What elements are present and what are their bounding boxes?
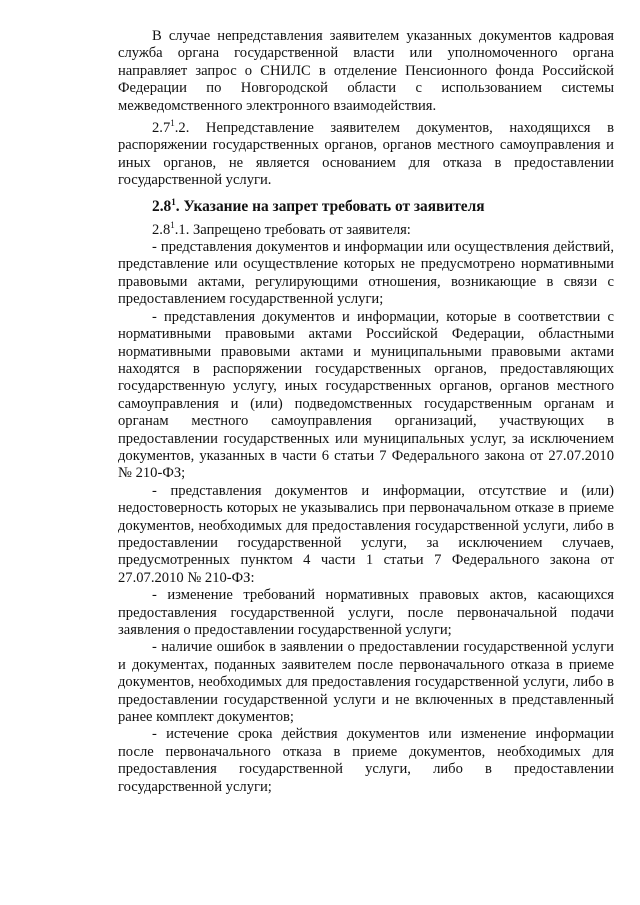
heading-number: 2.8 (152, 197, 172, 215)
list-item-2: - представления документов и информации, которые в соответствии с нормативными правовыми актами Российской Федерации, областными нормативными правовыми актами и муниципальными правовыми актами находятся в распоряжении государственных органов, предоставляющих государственную услугу, иных государственных органов, органов местного самоуправления и (или) подведомственных государственным органам и органам местного самоуправления организаций, участвующих в предоставлении государственных или муниципальных услуг, за исключением документов, указанных в части 6 статьи 7 Федерального закона от 27.07.2010 № 210-ФЗ; (118, 308, 614, 482)
heading-superscript: 1 (171, 196, 176, 207)
clause-number: 2.8 (152, 221, 171, 238)
paragraph-snils-request: В случае непредставления заявителем указанных документов кадровая служба органа государственной власти или уполномоченного органа направляет запрос о СНИЛС в отделение Пенсионного фонда Российской Федерации по Новгородской области с использованием системы межведомственного электронного взаимодействия. (118, 28, 614, 114)
list-item-1: - представления документов и информации или осуществления действий, представление или осуществление которых не предусмотрено нормативными правовыми актами, регулирующими отношения, возникающие в связи с предоставлением государственной услуги; (118, 239, 614, 308)
clause-superscript: 1 (170, 118, 175, 129)
list-item-6: - истечение срока действия документов или изменение информации после первоначального отказа в приеме документов, необходимых для предоставления государственной услуги, либо в предоставлении государственной услуги; (118, 726, 614, 795)
list-item-3: - представления документов и информации, отсутствие и (или) недостоверность которых не указывались при первоначальном отказе в приеме документов, необходимых для предоставления государственной услуги, либо в предоставлении государственной услуги, за исключением случаев, предусмотренных пунктом 4 части 1 статьи 7 Федерального закона от 27.07.2010 № 210-ФЗ: (118, 482, 614, 586)
clause-number-suffix: .2. (174, 120, 190, 137)
clause-text: .1. Запрещено требовать от заявителя: (174, 221, 411, 238)
list-item-5: - наличие ошибок в заявлении о предоставлении государственной услуги и документах, поданных заявителем после первоначального отказа в приеме документов, необходимых для предоставления государственной услуги, либо в предоставлении государственной услуги и не включенных в представленный ранее комплект документов; (118, 639, 614, 726)
section-heading (118, 198, 614, 216)
document-page (118, 28, 614, 796)
clause-number: 2.7 (152, 120, 171, 137)
heading-text: . Указание на запрет требовать от заявителя (175, 197, 485, 215)
clause-text: Непредставление заявителем документов, находящихся в распоряжении государственных органов, органов местного самоуправления и иных органов, не является основанием для отказа в предоставлении государственной услуги. (118, 120, 614, 189)
paragraph-2-8-1-1 (118, 219, 614, 239)
paragraph-2-7-1-2 (118, 120, 614, 190)
clause-superscript: 1 (170, 219, 175, 230)
list-item-4: - изменение требований нормативных правовых актов, касающихся предоставления государственной услуги, после первоначальной подачи заявления о предоставлении государственной услуги; (118, 587, 614, 638)
